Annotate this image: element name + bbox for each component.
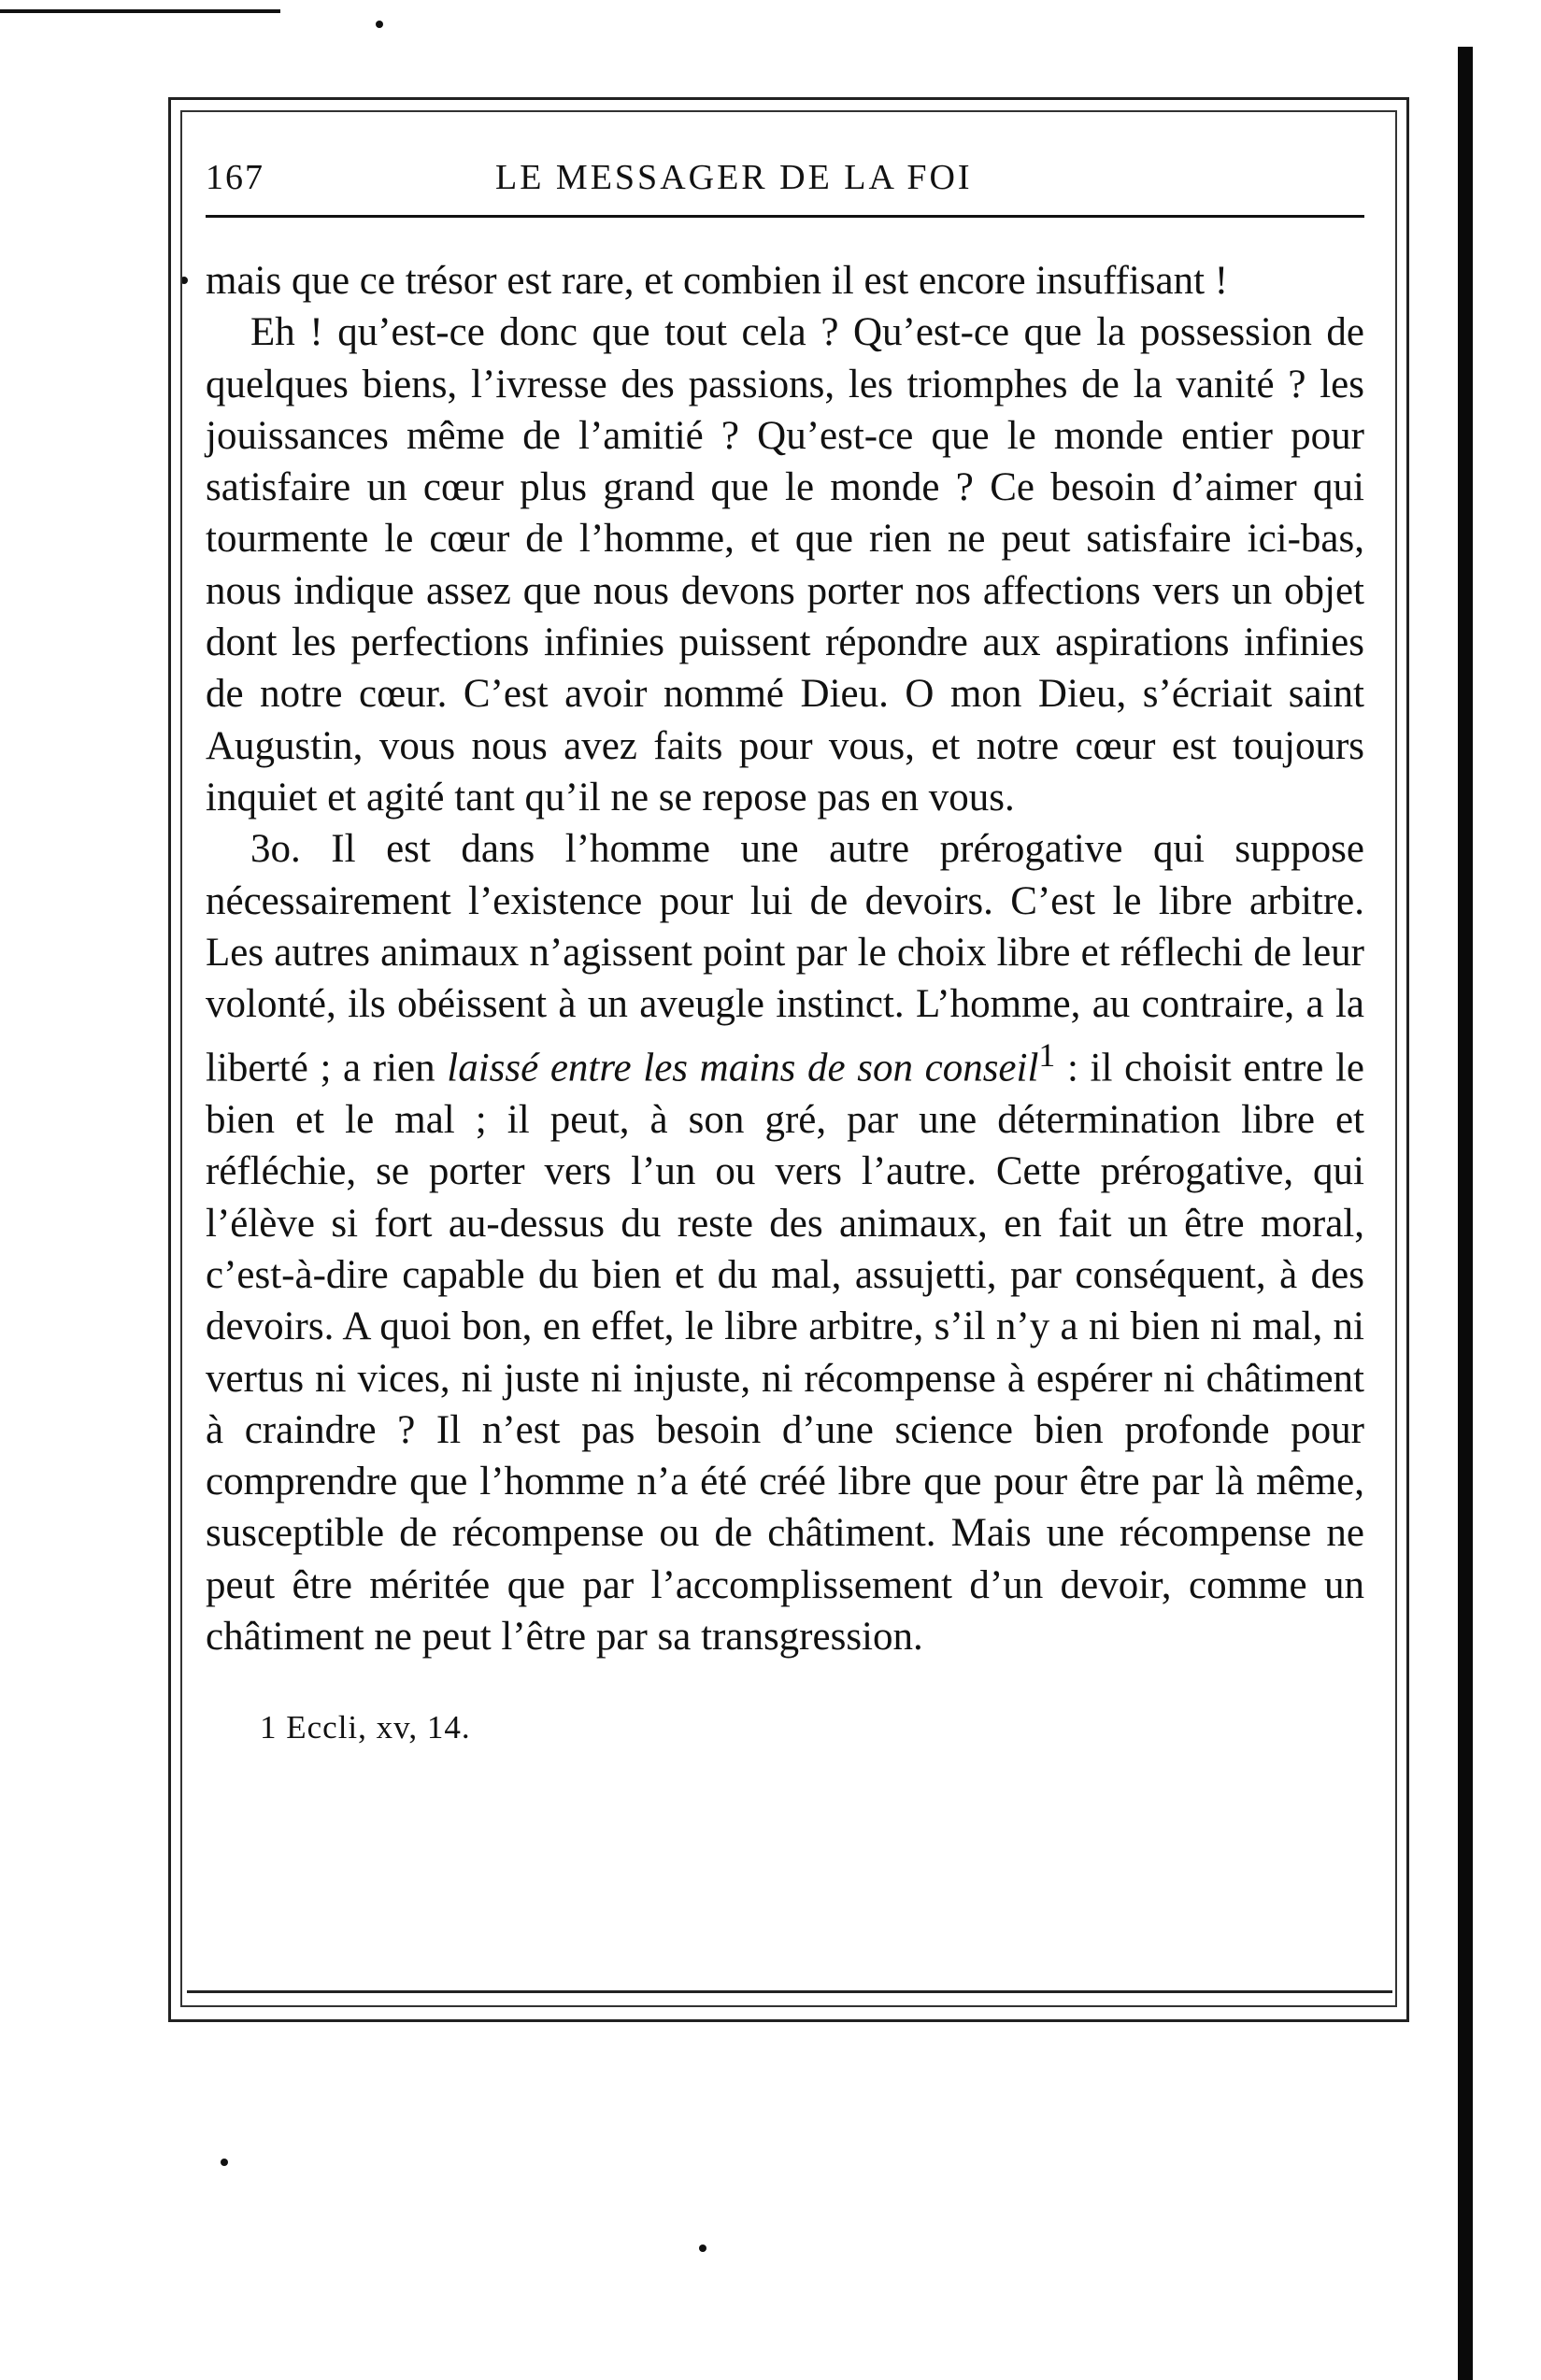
paragraph-libre-arbitre — [206, 823, 1364, 1662]
top-edge-rule — [0, 9, 280, 13]
ink-dot — [376, 21, 383, 28]
header-rule — [206, 215, 1364, 218]
scan-edge-bar — [1458, 47, 1473, 2380]
body-text — [206, 255, 1364, 1662]
page-header — [206, 140, 1364, 215]
ink-dot — [699, 2245, 706, 2252]
paragraph-eh: Eh ! qu’est-ce donc que tout cela ? Qu’est-ce que la possession de quelques biens, l’ivresse des passions, les triomphes de la vanité ? les jouissances même de l’amitié ? Qu’est-ce que le monde entier pour satisfaire un cœur plus grand que le monde ? Ce besoin d’aimer qui tourmente le cœur de l’homme, et que rien ne peut satisfaire ici-bas, nous indique assez que nous devons porter nos affections vers un objet dont les perfections infinies puissent répondre aux aspirations infinies de notre cœur. C’est avoir nommé Dieu. O mon Dieu, s’écriait saint Augustin, vous nous avez faits pour vous, et notre cœur est toujours inquiet et agité tant qu’il ne se repose pas en vous. — [206, 310, 1364, 819]
page-bottom-rule — [187, 1990, 1392, 1993]
paragraph-continuation: mais que ce trésor est rare, et combien il est encore insuffisant ! — [206, 259, 1229, 303]
running-title: LE MESSAGER DE LA FOI — [495, 158, 973, 197]
footnote-reference: 1 — [1038, 1036, 1056, 1075]
page-number: 167 — [206, 158, 264, 197]
italic-quotation: laissé entre les mains de son conseil — [447, 1046, 1039, 1090]
ink-dot — [221, 2159, 228, 2166]
paragraph-text-end: : il choisit entre le bien et le mal ; il peut, à son gré, par une détermination libre et réfléchie, se porter vers l’un ou vers l’autre. Cette prérogative, qui l’élève si fort au-dessus du reste des animaux, en fait un être moral, c’est-à-dire capable du bien et du mal, assujetti, par conséquent, à des devoirs. A quoi bon, en effet, le libre arbitre, s’il n’y a ni bien ni mal, ni vertus ni vices, ni juste ni injuste, ni récompense à espérer ni châtiment à craindre ? Il n’est pas besoin d’une science bien profonde pour comprendre que l’homme n’a été créé libre que pour être par là même, susceptible de récompense ou de châtiment. Mais une récompense ne peut être méritée que par l’accomplissement d’un devoir, comme un châtiment ne peut l’être par sa transgression. — [206, 1046, 1364, 1660]
paragraph-text-start: 3o. Il est dans l’homme une autre prérogative qui suppose nécessairement l’existence pour lui de devoirs. C’est le libre arbitre. Les autres animaux n’agissent point par le choix libre et réflechi de leur volonté, ils obéissent à un aveugle instinct. L’homme, au contraire, a la liberté ; a rien — [206, 827, 1364, 1090]
footnote: 1 Eccli, xv, 14. — [260, 1709, 471, 1746]
page-content — [206, 140, 1364, 1746]
